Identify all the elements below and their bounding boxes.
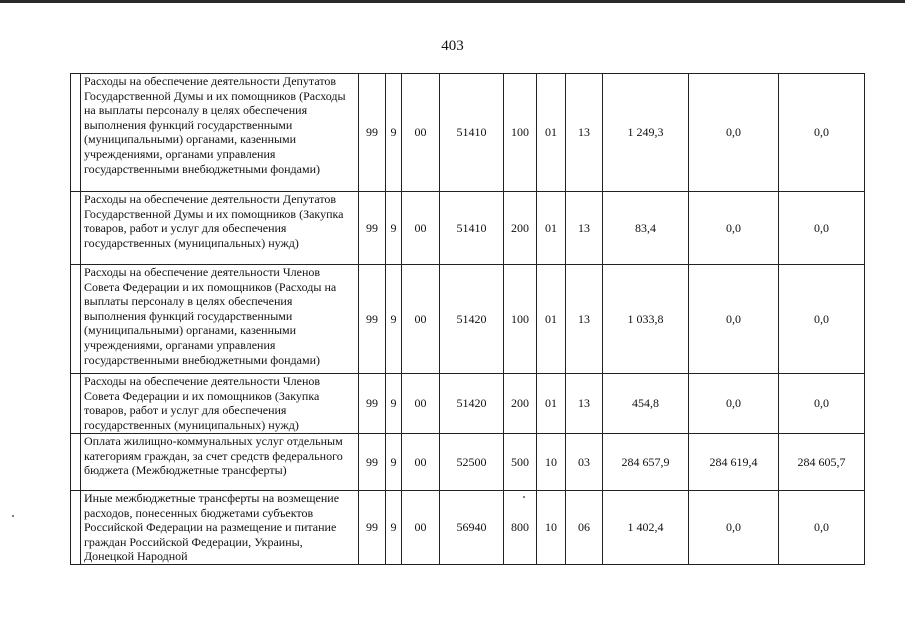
subprogram-code-cell: 9 [386, 265, 402, 374]
amount-year-3-cell: 0,0 [779, 265, 865, 374]
amount-year-2-cell: 0,0 [689, 374, 779, 434]
table-row [71, 491, 865, 565]
row-description: Иные межбюджетные трансферты на возмещение расходов, понесенных бюджетами субъектов Российской Федерации на размещение и питание граждан Российской Федерации, Украины, Донецкой Народной [84, 491, 340, 564]
main-event-code-cell: 00 [402, 434, 440, 491]
amount-year-2-cell: 0,0 [689, 265, 779, 374]
scan-speck [523, 496, 525, 498]
amount-year-3-cell: 0,0 [779, 192, 865, 265]
section-code-cell: 01 [537, 265, 566, 374]
expense-type-code-cell: 200 [504, 374, 537, 434]
row-margin-cell [71, 434, 81, 491]
amount-year-2-cell: 0,0 [689, 491, 779, 565]
program-code-cell: 99 [359, 265, 386, 374]
subsection-code-cell: 13 [566, 265, 603, 374]
scan-speck [12, 515, 14, 517]
row-description: Расходы на обеспечение деятельности Членов Совета Федерации и их помощников (Закупка товаров, работ и услуг для обеспечения государственных (муниципальных) нужд) [84, 374, 321, 432]
amount-year-1-cell: 1 033,8 [603, 265, 689, 374]
row-description-cell [81, 265, 359, 374]
amount-year-1-cell: 83,4 [603, 192, 689, 265]
direction-code-cell: 52500 [440, 434, 504, 491]
program-code-cell: 99 [359, 434, 386, 491]
subsection-code-cell: 06 [566, 491, 603, 565]
program-code-cell: 99 [359, 491, 386, 565]
program-code-cell: 99 [359, 192, 386, 265]
subsection-code-cell: 13 [566, 192, 603, 265]
subprogram-code-cell: 9 [386, 74, 402, 192]
subsection-code-cell: 03 [566, 434, 603, 491]
program-code-cell: 99 [359, 374, 386, 434]
scan-top-edge [0, 0, 905, 3]
row-margin-cell [71, 491, 81, 565]
subsection-code-cell: 13 [566, 374, 603, 434]
direction-code-cell: 51410 [440, 74, 504, 192]
table-row [71, 74, 865, 192]
row-margin-cell [71, 74, 81, 192]
row-margin-cell [71, 192, 81, 265]
table-row [71, 192, 865, 265]
amount-year-1-cell: 1 402,4 [603, 491, 689, 565]
page-number: 403 [441, 38, 464, 54]
direction-code-cell: 56940 [440, 491, 504, 565]
amount-year-3-cell: 284 605,7 [779, 434, 865, 491]
main-event-code-cell: 00 [402, 265, 440, 374]
row-description-cell [81, 491, 359, 565]
section-code-cell: 01 [537, 374, 566, 434]
main-event-code-cell: 00 [402, 491, 440, 565]
amount-year-1-cell: 454,8 [603, 374, 689, 434]
budget-table [70, 73, 865, 565]
row-margin-cell [71, 374, 81, 434]
section-code-cell: 10 [537, 491, 566, 565]
main-event-code-cell: 00 [402, 74, 440, 192]
subprogram-code-cell: 9 [386, 491, 402, 565]
expense-type-code-cell: 800 [504, 491, 537, 565]
row-description-cell [81, 374, 359, 434]
subprogram-code-cell: 9 [386, 192, 402, 265]
program-code-cell: 99 [359, 74, 386, 192]
row-description: Расходы на обеспечение деятельности Членов Совета Федерации и их помощников (Расходы на выплаты персоналу в целях обеспечения выполнения функций государственными (муниципальными) органами, казенными учреждениями, органами управления государственными внебюджетными фондами) [84, 265, 337, 367]
direction-code-cell: 51420 [440, 374, 504, 434]
amount-year-2-cell: 0,0 [689, 74, 779, 192]
subprogram-code-cell: 9 [386, 374, 402, 434]
row-description: Расходы на обеспечение деятельности Депутатов Государственной Думы и их помощников (Закупка товаров, работ и услуг для обеспечения государственных (муниципальных) нужд) [84, 192, 344, 250]
row-description: Расходы на обеспечение деятельности Депутатов Государственной Думы и их помощников (Расходы на выплаты персоналу в целях обеспечения выполнения функций государственными (муниципальными) органами, казенными учреждениями, органами управления государственными внебюджетными фондами) [84, 74, 346, 176]
table-row [71, 434, 865, 491]
amount-year-3-cell: 0,0 [779, 491, 865, 565]
direction-code-cell: 51420 [440, 265, 504, 374]
direction-code-cell: 51410 [440, 192, 504, 265]
row-margin-cell [71, 265, 81, 374]
table-row [71, 374, 865, 434]
section-code-cell: 01 [537, 74, 566, 192]
subprogram-code-cell: 9 [386, 434, 402, 491]
row-description: Оплата жилищно-коммунальных услуг отдельным категориям граждан, за счет средств федерального бюджета (Межбюджетные трансферты) [84, 434, 343, 478]
amount-year-3-cell: 0,0 [779, 374, 865, 434]
amount-year-3-cell: 0,0 [779, 74, 865, 192]
expense-type-code-cell: 100 [504, 265, 537, 374]
table-row [71, 265, 865, 374]
expense-type-code-cell: 100 [504, 74, 537, 192]
amount-year-1-cell: 1 249,3 [603, 74, 689, 192]
row-description-cell [81, 192, 359, 265]
amount-year-2-cell: 284 619,4 [689, 434, 779, 491]
row-description-cell [81, 434, 359, 491]
expense-type-code-cell: 200 [504, 192, 537, 265]
amount-year-2-cell: 0,0 [689, 192, 779, 265]
subsection-code-cell: 13 [566, 74, 603, 192]
main-event-code-cell: 00 [402, 374, 440, 434]
main-event-code-cell: 00 [402, 192, 440, 265]
section-code-cell: 01 [537, 192, 566, 265]
row-description-cell [81, 74, 359, 192]
section-code-cell: 10 [537, 434, 566, 491]
amount-year-1-cell: 284 657,9 [603, 434, 689, 491]
expense-type-code-cell: 500 [504, 434, 537, 491]
